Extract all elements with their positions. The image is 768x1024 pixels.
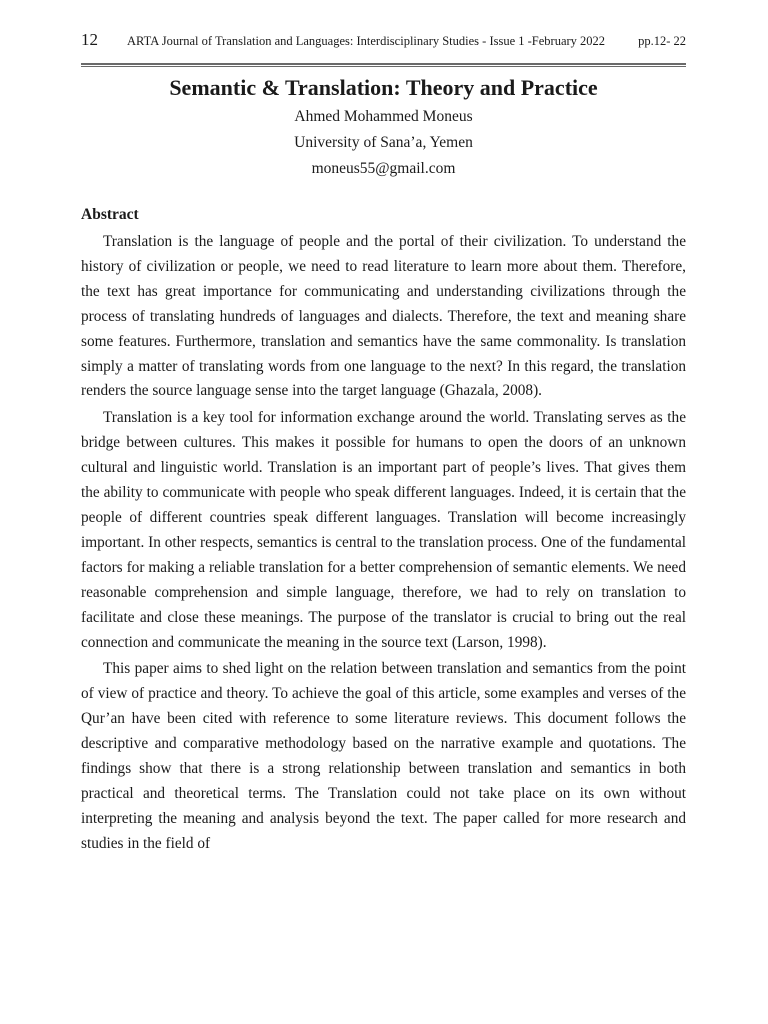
header-divider (81, 63, 686, 67)
title-block (81, 74, 686, 182)
paper-title: Semantic & Translation: Theory and Practice (169, 75, 598, 100)
abstract-paragraph-2: Translation is a key tool for information exchange around the world. Translating serves as the bridge between cultures. This makes it possible for humans to open the doors of an unknown cultural and linguistic world. Translation is an important part of people’s lives. That gives them the ability to communicate with people who speak different languages. Indeed, it is certain that the people of different countries speak different languages. Translation will become increasingly important. In other respects, semantics is central to the translation process. One of the fundamental factors for making a reliable translation for a better comprehension of semantic elements. We need reasonable comprehension and simple language, therefore, we had to rely on translation to facilitate and close these meanings. The purpose of the translator is crucial to bring out the real connection and communicate the meaning in the source text (Larson, 1998). (81, 409, 686, 651)
author-affiliation: University of Sana’a, Yemen (294, 134, 473, 151)
author-email: moneus55@gmail.com (311, 160, 456, 177)
abstract-section (81, 204, 686, 859)
author-name: Ahmed Mohammed Moneus (294, 108, 473, 125)
page-range: pp.12- 22 (638, 34, 686, 48)
abstract-heading: Abstract (81, 206, 139, 223)
abstract-paragraph-3: This paper aims to shed light on the relation between translation and semantics from the point of view of practice and theory. To achieve the goal of this article, some examples and verses of the Qur’an have been cited with reference to some literature reviews. This document follows the descriptive and comparative methodology based on the narrative example and quotations. The findings show that there is a strong relationship between translation and semantics in both practical and theoretical terms. The Translation could not take place on its own without interpreting the meaning and analysis beyond the text. The paper called for more research and studies in the field of (81, 660, 686, 852)
abstract-paragraph-1: Translation is the language of people and the portal of their civilization. To understand the history of civilization or people, we need to read literature to learn more about them. Therefore, the text has great importance for communicating and understanding civilizations through the process of translating hundreds of languages and dialects. Therefore, the text and meaning share some features. Furthermore, translation and semantics have the same commonality. Is translation simply a matter of translating words from one language to the next? In this regard, the translation renders the source language sense into the target language (Ghazala, 2008). (81, 233, 686, 400)
page-number: 12 (81, 30, 98, 49)
running-header (81, 30, 686, 50)
journal-info: ARTA Journal of Translation and Languages: Interdisciplinary Studies - Issue 1 -February 2022 (127, 34, 606, 48)
